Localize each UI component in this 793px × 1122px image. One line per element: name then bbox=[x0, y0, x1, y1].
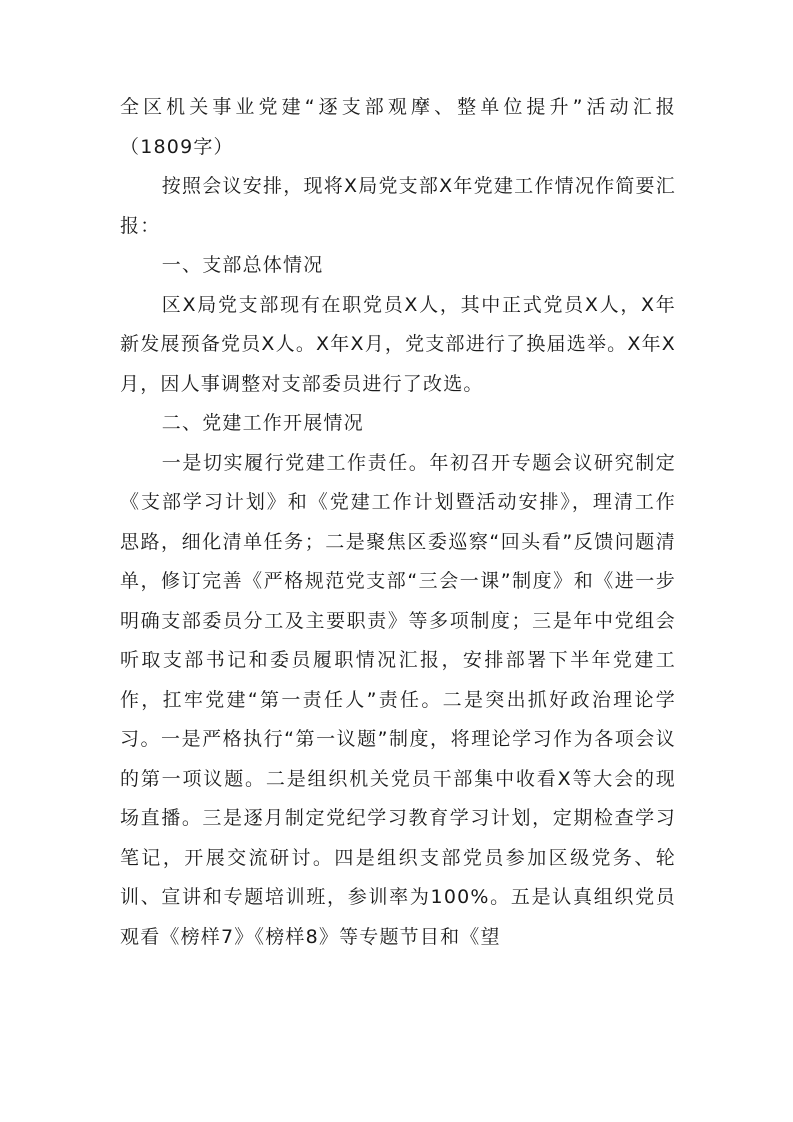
document-body bbox=[120, 88, 676, 957]
section-1-paragraph: 区X局党支部现有在职党员X人，其中正式党员X人，X年新发展预备党员X人。X年X月，党支部进行了换届选举。X年X月，因人事调整对支部委员进行了改选。 bbox=[120, 293, 676, 395]
section-2-paragraph: 一是切实履行党建工作责任。年初召开专题会议研究制定《支部学习计划》和《党建工作计划暨活动安排》，理清工作思路，细化清单任务；二是聚焦区委巡察“回头看”反馈问题清单，修订完善《严格规范党支部“三会一课”制度》和《进一步明确支部委员分工及主要职责》等多项制度；三是年中党组会听取支部书记和委员履职情况汇报，安排部署下半年党建工作，扛牢党建“第一责任人”责任。二是突出抓好政治理论学习。一是严格执行“第一议题”制度，将理论学习作为各项会议的第一项议题。二是组织机关党员干部集中收看X等大会的现场直播。三是逐月制定党纪学习教育学习计划，定期检查学习笔记，开展交流研讨。四是组织支部党员参加区级党务、轮训、宣讲和专题培训班，参训率为100%。五是认真组织党员观看《榜样7》《榜样8》等专题节目和《望 bbox=[120, 451, 676, 948]
document-title: 全区机关事业党建“逐支部观摩、整单位提升”活动汇报（1809字） bbox=[120, 96, 676, 158]
intro-paragraph: 按照会议安排，现将X局党支部X年党建工作情况作简要汇报： bbox=[120, 175, 676, 237]
section-heading-2: 二、党建工作开展情况 bbox=[161, 412, 364, 434]
section-heading-1: 一、支部总体情况 bbox=[161, 254, 324, 276]
